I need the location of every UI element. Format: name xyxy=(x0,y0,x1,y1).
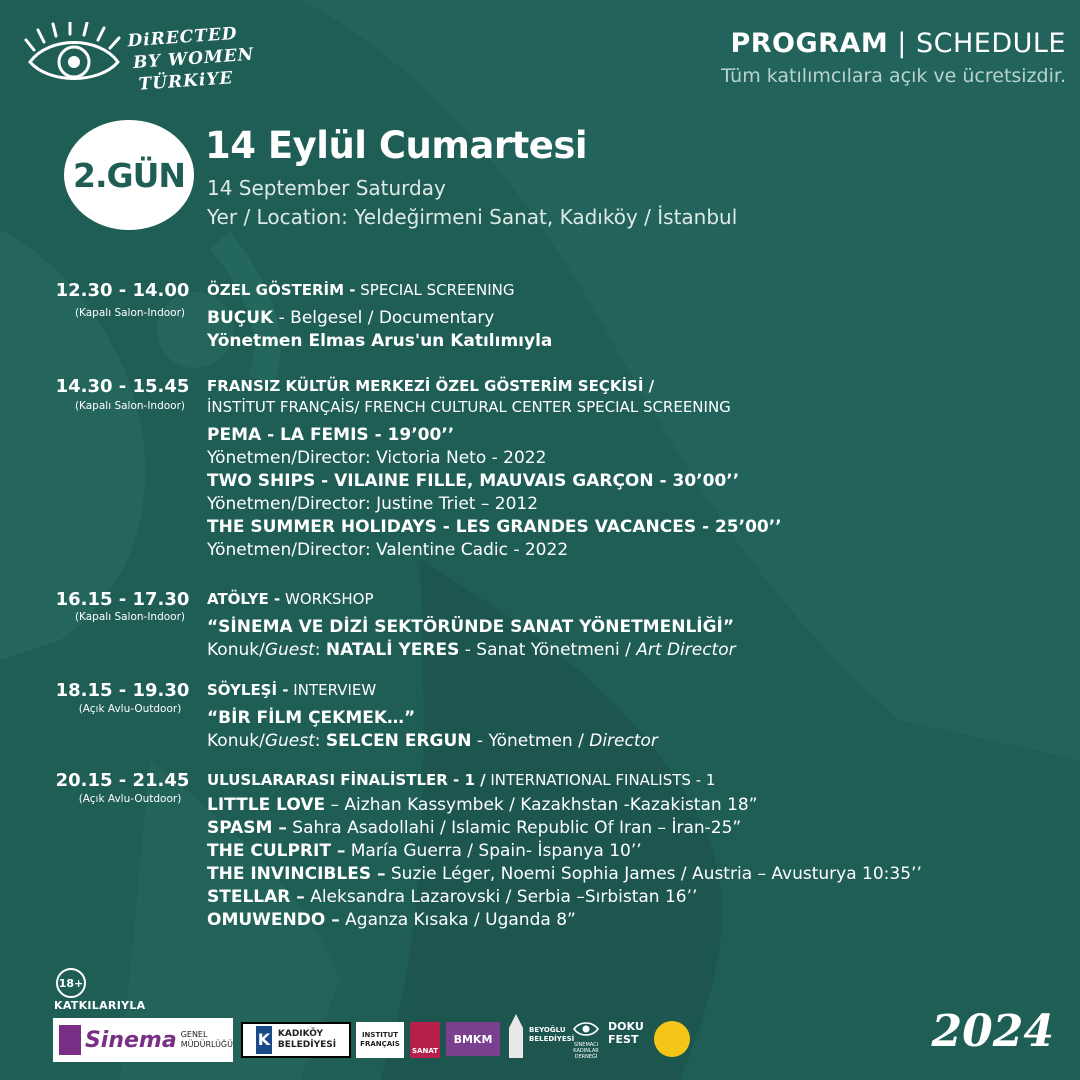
program-header xyxy=(721,28,1066,87)
yellow-circle-logo xyxy=(654,1021,690,1057)
program-title: PROGRAM | SCHEDULE xyxy=(730,28,1066,59)
institut-francais-logo: INSTITUT FRANÇAIS xyxy=(356,1022,404,1058)
eye-icon xyxy=(573,1020,599,1038)
logo-line-3: TÜRKiYE xyxy=(137,68,235,95)
director-line: Yönetmen/Director: Justine Triet – 2012 xyxy=(207,494,539,514)
slot-venue: (Kapalı Salon-Indoor) xyxy=(74,307,186,319)
guest-line: Konuk/Guest: SELCEN ERGUN - Yönetmen / Director xyxy=(207,731,658,751)
slot-time: 14.30 - 15.45 xyxy=(55,376,190,397)
film-line: BUÇUK - Belgesel / Documentary xyxy=(207,308,495,328)
slot-heading: ÖZEL GÖSTERİM - SPECIAL SCREENING xyxy=(207,281,515,299)
finalist-film: LITTLE LOVE – Aizhan Kassymbek / Kazakhstan -Kazakistan 18” xyxy=(207,795,758,815)
finalist-film: THE INVINCIBLES – Suzie Léger, Noemi Sophia James / Austria – Avusturya 10:35’’ xyxy=(207,864,922,884)
eye-logo-icon xyxy=(24,22,124,102)
film-line: THE SUMMER HOLIDAYS - LES GRANDES VACANCES - 25’00’’ xyxy=(207,517,782,537)
slot-venue: (Açık Avlu-Outdoor) xyxy=(78,793,182,805)
contributors-label: KATKILARIYLA xyxy=(54,999,146,1012)
logo-wordmark xyxy=(127,22,257,97)
director-line: Yönetmen/Director: Valentine Cadic - 2022 xyxy=(207,540,569,560)
finalist-film: SPASM – Sahra Asadollahi / Islamic Republic Of Iran – İran-25” xyxy=(207,818,742,838)
age-rating-badge: 18+ xyxy=(56,968,86,998)
sinema-genel-mudurlugu-logo: Sinema GENEL MÜDÜRLÜĞÜ xyxy=(53,1018,233,1062)
directed-by-women-logo xyxy=(24,22,274,102)
slot-heading: ATÖLYE - WORKSHOP xyxy=(207,590,374,608)
day-badge: 2.GÜN xyxy=(64,120,194,230)
date-title: 14 Eylül Cumartesi xyxy=(205,124,588,167)
slot-heading: ULUSLARARASI FİNALİSTLER - 1 / INTERNATIONAL FINALISTS - 1 xyxy=(207,771,716,789)
finalist-film: THE CULPRIT – María Guerra / Spain- İspanya 10’’ xyxy=(207,841,642,861)
slot-venue: (Kapalı Salon-Indoor) xyxy=(74,400,186,412)
slot-heading: SÖYLEŞİ - INTERVIEW xyxy=(207,681,377,699)
beyoglu-belediyesi-logo: BEYOĞLU BELEDİYESİ xyxy=(505,1014,565,1062)
finalist-film: STELLAR – Aleksandra Lazarovski / Serbia –Sırbistan 16’’ xyxy=(207,887,698,907)
date-english: 14 September Saturday xyxy=(207,176,446,200)
bmkm-logo: BMKM xyxy=(446,1022,500,1056)
yeldegirmeni-sanat-logo: SANAT xyxy=(410,1022,440,1058)
event-title: “BİR FİLM ÇEKMEK…” xyxy=(207,708,416,728)
slot-time: 18.15 - 19.30 xyxy=(55,680,190,701)
doku-fest-logo: DOKU FEST xyxy=(608,1020,644,1046)
kadikoy-belediyesi-logo: K KADIKÖY BELEDİYESİ xyxy=(241,1022,351,1058)
slot-time: 16.15 - 17.30 xyxy=(55,589,190,610)
year-label: 2024 xyxy=(931,1006,1054,1057)
event-title: “SİNEMA VE DİZİ SEKTÖRÜNDE SANAT YÖNETMENLİĞİ” xyxy=(207,617,735,637)
logo-line-2: BY WOMEN xyxy=(132,44,255,74)
director-line: Yönetmen/Director: Victoria Neto - 2022 xyxy=(207,448,547,468)
slot-heading-secondary: İNSTİTUT FRANÇAİS/ FRENCH CULTURAL CENTER SPECIAL SCREENING xyxy=(207,398,731,416)
sinemaci-kadinlar-dernegi-logo: SİNEMACI KADINLAR DERNEĞİ xyxy=(568,1020,604,1062)
program-subtitle: Tüm katılımcılara açık ve ücretsizdir. xyxy=(721,65,1066,87)
slot-time: 20.15 - 21.45 xyxy=(55,770,190,791)
film-line: TWO SHIPS - VILAINE FILLE, MAUVAIS GARÇON - 30’00’’ xyxy=(207,471,740,491)
k-mark-icon: K xyxy=(256,1026,272,1054)
slot-venue: (Açık Avlu-Outdoor) xyxy=(78,703,182,715)
film-line: PEMA - LA FEMIS - 19’00’’ xyxy=(207,425,455,445)
slot-heading: FRANSIZ KÜLTÜR MERKEZİ ÖZEL GÖSTERİM SEÇKİSİ / xyxy=(207,377,655,395)
director-line: Yönetmen Elmas Arus'un Katılımıyla xyxy=(207,331,553,351)
film-reel-icon xyxy=(59,1025,81,1055)
slot-time: 12.30 - 14.00 xyxy=(55,280,190,301)
slot-venue: (Kapalı Salon-Indoor) xyxy=(74,611,186,623)
guest-line: Konuk/Guest: NATALİ YERES - Sanat Yönetmeni / Art Director xyxy=(207,640,736,660)
location: Yer / Location: Yeldeğirmeni Sanat, Kadıköy / İstanbul xyxy=(207,205,738,229)
galata-tower-icon xyxy=(505,1014,527,1058)
logo-line-1: DiRECTED xyxy=(126,23,239,52)
finalist-film: OMUWENDO – Aganza Kısaka / Uganda 8” xyxy=(207,910,576,930)
